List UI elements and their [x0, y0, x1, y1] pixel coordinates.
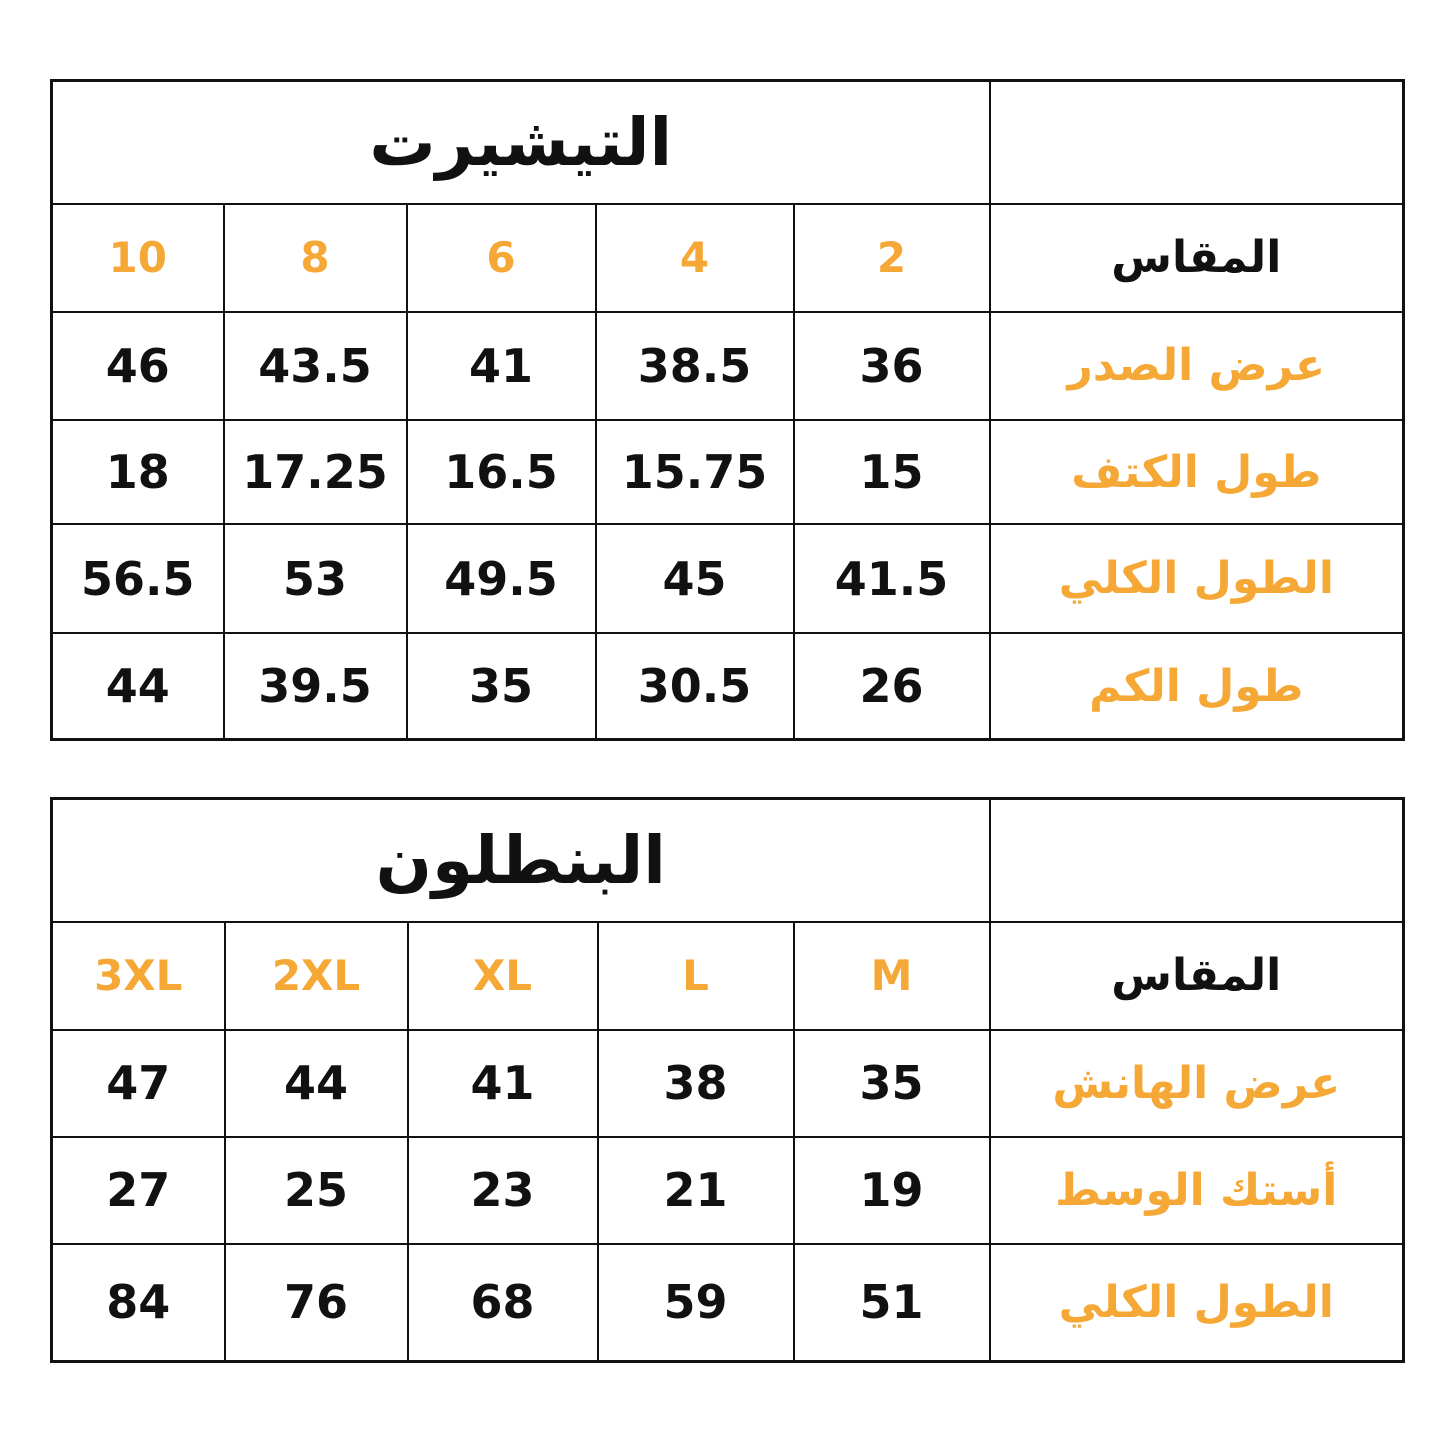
pants-size: 3XL	[52, 922, 225, 1030]
pants-size: L	[598, 922, 794, 1030]
pants-value: 38	[598, 1030, 794, 1137]
table-row	[52, 1137, 1404, 1244]
pants-value: 44	[225, 1030, 408, 1137]
tshirt-value: 36	[794, 312, 990, 420]
pants-value: 84	[52, 1244, 225, 1362]
tshirt-corner-cell	[990, 81, 1404, 204]
pants-row-label: أستك الوسط	[990, 1137, 1404, 1244]
tshirt-value: 15.75	[596, 420, 794, 524]
table-row	[52, 312, 1404, 420]
pants-value: 41	[408, 1030, 598, 1137]
tshirt-value: 16.5	[407, 420, 596, 524]
tshirt-value: 18	[52, 420, 224, 524]
tshirt-value: 44	[52, 633, 224, 739]
pants-value: 68	[408, 1244, 598, 1362]
tshirt-row-label: طول الكم	[990, 633, 1404, 739]
tshirt-size-label: المقاس	[990, 204, 1404, 312]
pants-size-table	[50, 797, 1405, 1363]
table-row	[52, 1244, 1404, 1362]
tshirt-value: 35	[407, 633, 596, 739]
table-row	[52, 633, 1404, 739]
tshirt-value: 53	[224, 524, 407, 633]
tshirt-size-table	[50, 79, 1405, 741]
pants-value: 59	[598, 1244, 794, 1362]
tshirt-size: 10	[52, 204, 224, 312]
pants-value: 47	[52, 1030, 225, 1137]
pants-value: 51	[794, 1244, 990, 1362]
tshirt-size: 4	[596, 204, 794, 312]
tshirt-value: 49.5	[407, 524, 596, 633]
tshirt-value: 41.5	[794, 524, 990, 633]
tshirt-value: 38.5	[596, 312, 794, 420]
pants-value: 76	[225, 1244, 408, 1362]
tshirt-row-label: طول الكتف	[990, 420, 1404, 524]
pants-size-label: المقاس	[990, 922, 1404, 1030]
pants-row-label: عرض الهانش	[990, 1030, 1404, 1137]
tshirt-value: 17.25	[224, 420, 407, 524]
table-row	[52, 1030, 1404, 1137]
tshirt-value: 26	[794, 633, 990, 739]
pants-value: 35	[794, 1030, 990, 1137]
tshirt-value: 15	[794, 420, 990, 524]
tshirt-size: 8	[224, 204, 407, 312]
pants-value: 19	[794, 1137, 990, 1244]
table-row	[52, 420, 1404, 524]
tshirt-row-label: الطول الكلي	[990, 524, 1404, 633]
tshirt-title: التيشيرت	[52, 81, 990, 204]
pants-row-label: الطول الكلي	[990, 1244, 1404, 1362]
pants-size: 2XL	[225, 922, 408, 1030]
tshirt-value: 30.5	[596, 633, 794, 739]
tshirt-value: 43.5	[224, 312, 407, 420]
tshirt-size: 2	[794, 204, 990, 312]
pants-value: 23	[408, 1137, 598, 1244]
pants-corner-cell	[990, 799, 1404, 922]
tshirt-value: 41	[407, 312, 596, 420]
pants-value: 27	[52, 1137, 225, 1244]
tshirt-row-label: عرض الصدر	[990, 312, 1404, 420]
pants-title: البنطلون	[52, 799, 990, 922]
pants-size: M	[794, 922, 990, 1030]
tshirt-value: 45	[596, 524, 794, 633]
tshirt-value: 46	[52, 312, 224, 420]
table-row	[52, 524, 1404, 633]
pants-value: 25	[225, 1137, 408, 1244]
pants-value: 21	[598, 1137, 794, 1244]
pants-size: XL	[408, 922, 598, 1030]
tshirt-value: 56.5	[52, 524, 224, 633]
tshirt-size: 6	[407, 204, 596, 312]
tshirt-value: 39.5	[224, 633, 407, 739]
